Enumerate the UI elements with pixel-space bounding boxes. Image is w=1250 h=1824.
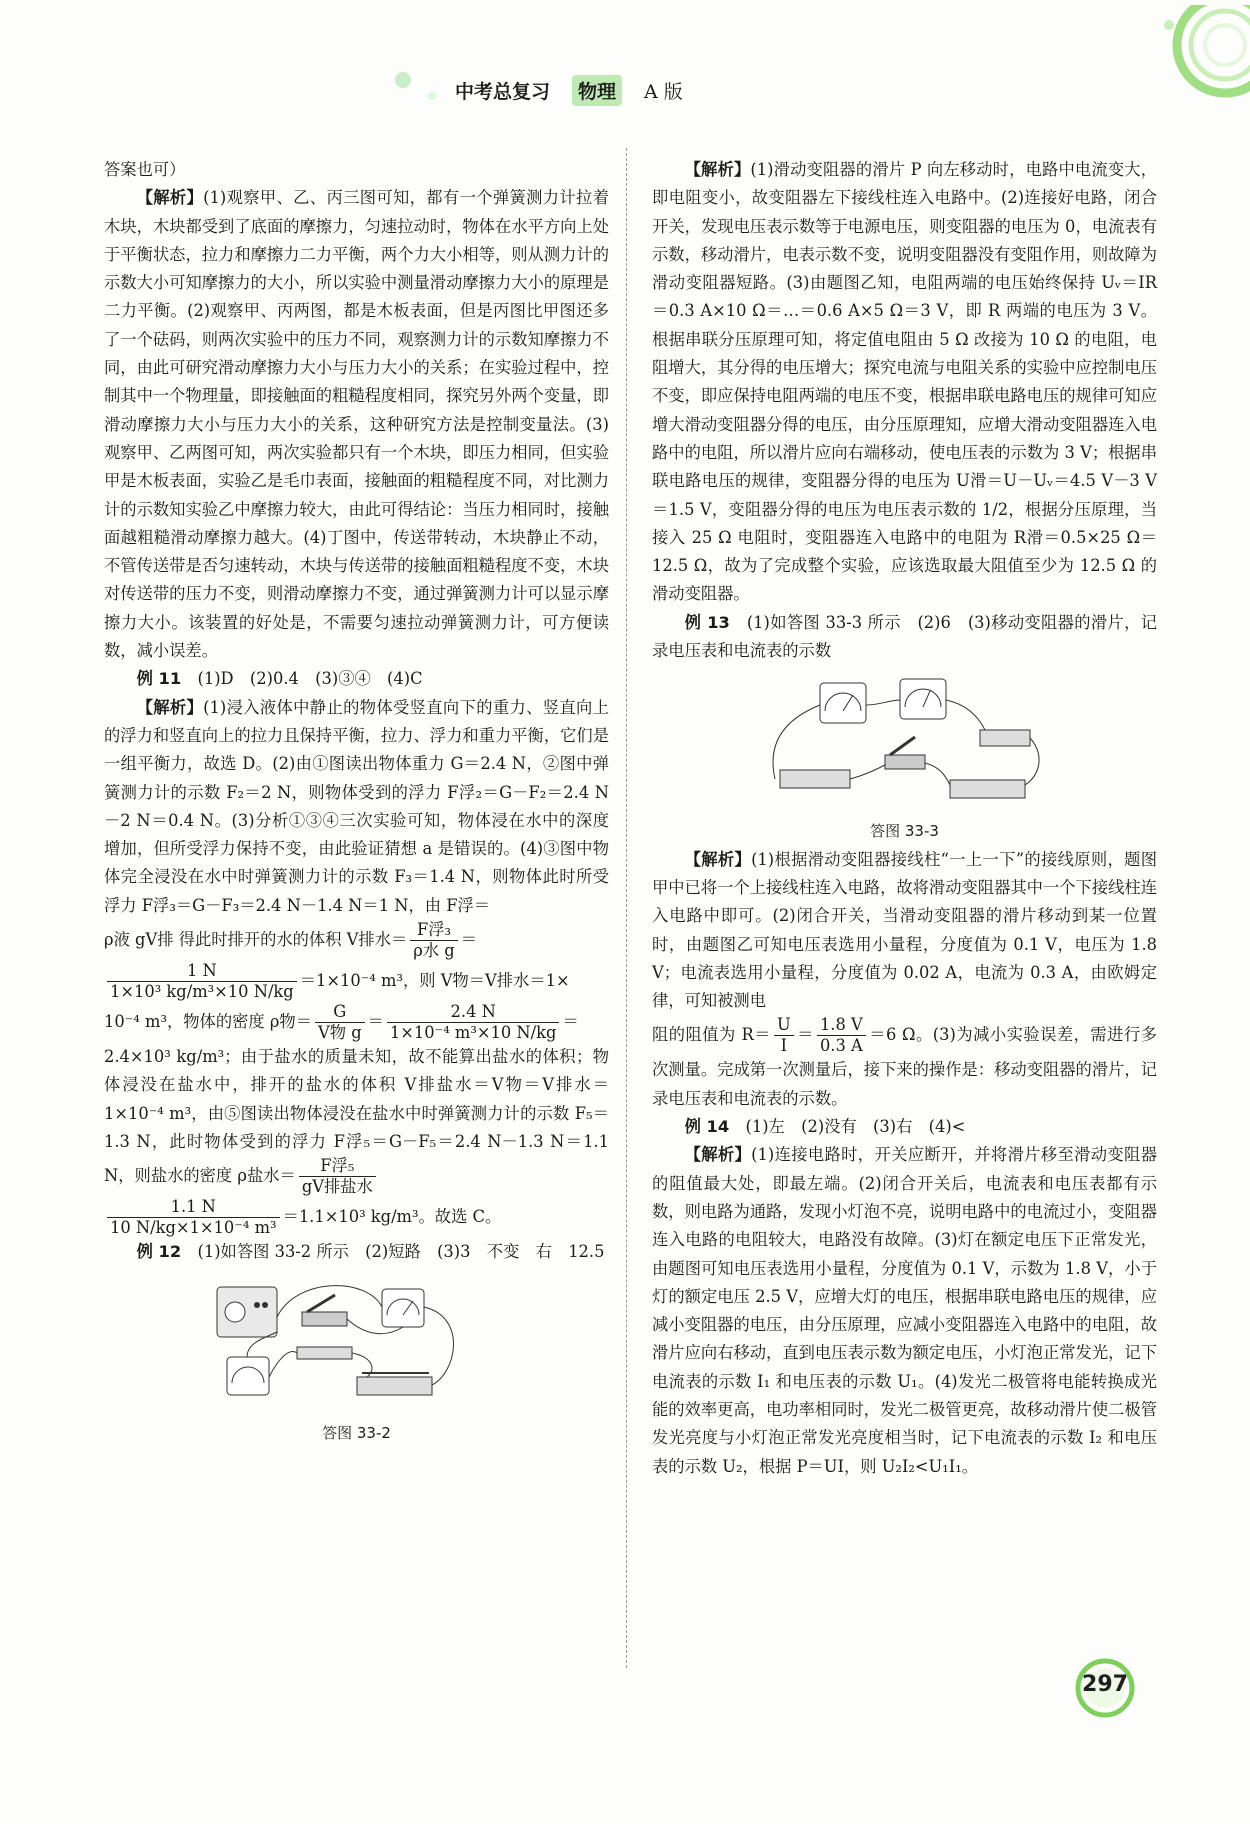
- formula-line: ρ液 gV排 得此时排开的水的体积 V排水＝ $\frac{\text{F浮₃}}{\text{ρ水 g}}$ ＝: [104, 920, 478, 961]
- decor-dot-small: [428, 92, 436, 100]
- circuit-figure-33-2: [207, 1277, 507, 1417]
- example-11-answer: 例 11 (1)D (2)0.4 (3)③④ (4)C: [136, 669, 423, 689]
- formula-line: 阻的阻值为 R＝ $\frac{U}{I}$ ＝ $\frac{1.8 V}{0.3 A}$ ＝6 Ω。(3)为减小实验误差，需进行多次测量。完成第一次测量后，接下来的操作是：移动变阻器的滑片，记录电压表和电流表的示数。: [652, 1015, 1157, 1108]
- page-number: 297: [1082, 1672, 1128, 1697]
- left-column: [104, 156, 609, 1447]
- page-header: [455, 72, 683, 108]
- circuit-figure-33-3: [755, 675, 1055, 815]
- figure-caption: 答图 33-2: [322, 1423, 391, 1442]
- answer-continuation: 答案也可）: [104, 160, 186, 179]
- example-12-answer: 例 12 (1)如答图 33-2 所示 (2)短路 (3)3 不变 右 12.5: [136, 1242, 605, 1262]
- analysis-paragraph: 【解析】(1)根据滑动变阻器接线柱“一上一下”的接线原则，题图甲中已将一个上接线柱连入电路，故将滑动变阻器其中一个下接线柱连入电路中即可。(2)闭合开关，当滑动变阻器的滑片移动到某一位置时，由题图乙可知电压表选用小量程，分度值为 0.1 V，电压为 1.8 V；电流表选用小量程，分度值为 0.02 A，电流为 0.3 A，由欧姆定律，可知被测电: [652, 849, 1157, 1011]
- corner-decor: [1135, 5, 1250, 123]
- formula-line: $\frac{1.1 N}{\text{10 N/kg×1×10⁻⁴ m³}}$ ＝1.1×10³ kg/m³。故选 C。: [104, 1197, 609, 1238]
- analysis-paragraph: 【解析】(1)浸入液体中静止的物体受竖直向下的重力、竖直向上的浮力和竖直向上的拉力且保持平衡，拉力、浮力和重力平衡，它们是一组平衡力，故选 D。(2)由①图读出物体重力 G＝2.4 N，②图中弹簧测力计的示数 F₂＝2 N，则物体受到的浮力 F浮₂＝G－F₂＝2.4 N－2 N＝0.4 N。(3)分析①③④三次实验可知，物体浸在水中的深度增加，但所受浮力保持不变，由此验证猜想 a 是错误的。(4)③图中物体完全浸没在水中时弹簧测力计的示数 F₃＝1.4 N，则物体此时所受浮力 F浮₃＝G－F₃＝2.4 N－1.4 N＝1 N，由 F浮＝: [104, 697, 609, 915]
- decor-dot: [395, 72, 411, 88]
- right-column: [652, 156, 1157, 1481]
- column-divider: [626, 148, 627, 1668]
- header-series: 中考总复习: [455, 80, 551, 103]
- figure-caption: 答图 33-3: [870, 822, 939, 841]
- header-subject: 物理: [572, 75, 622, 106]
- formula-line: 2.4×10³ kg/m³；由于盐水的质量未知，故不能算出盐水的体积；物体浸没在盐水中，排开的盐水的体积 V排盐水＝V物＝V排水＝1×10⁻⁴ m³，由⑤图读出物体浸没在盐水中时弹簧测力计的示数 F₅＝1.3 N，此时物体受到的浮力 F浮₅＝G－F₅＝2.4 N－1.3 N＝1.1 N，则盐水的密度 ρ盐水＝ $\frac{\text{F浮₅}}{\text{gV排盐水}}$: [104, 1047, 609, 1197]
- header-edition: A 版: [644, 80, 683, 103]
- analysis-paragraph: 【解析】(1)连接电路时，开关应断开，并将滑片移至滑动变阻器的阻值最大处，即最左端。(2)闭合开关后，电流表和电压表都有示数，则电路为通路，发现小灯泡不亮，说明电路中的电流过小，变阻器连入电路的电阻较大，电路没有故障。(3)灯在额定电压下正常发光，由题图可知电压表选用小量程，分度值为 0.1 V，示数为 1.8 V，小于灯的额定电压 2.5 V，应增大灯的电压，根据串联电路电压的规律，应减小变阻器的电压，由分压原理，应减小变阻器连入电路中的电阻，故滑片应向右移动，直到电压表示数为额定电压，小灯泡正常发光，记下电流表的示数 I₁ 和电压表的示数 U₁。(4)发光二极管将电能转换成光能的效率更高，电功率相同时，发光二极管更亮，故移动滑片使二极管发光亮度与小灯泡正常发光亮度相当时，记下电流表的示数 I₂ 和电压表的示数 U₂，根据 P＝UI，则 U₂I₂<U₁I₁。: [652, 1145, 1157, 1476]
- formula-line: $\frac{1 N}{\text{1×10³ kg/m³×10 N/kg}}$ ＝1×10⁻⁴ m³，则 V物＝V排水＝1×: [104, 961, 609, 1002]
- formula-line: 10⁻⁴ m³，物体的密度 ρ物＝ $\frac{G}{\text{V物 g}}$ ＝ $\frac{2.4 N}{\text{1×10⁻⁴ m³×10 N/kg}}$ ＝: [104, 1002, 579, 1043]
- analysis-paragraph: 【解析】(1)观察甲、乙、丙三图可知，都有一个弹簧测力计拉着木块，木块都受到了底面的摩擦力，匀速拉动时，物体在水平方向上处于平衡状态，拉力和摩擦力二力平衡，两个力大小相等，则从测力计的示数大小可知摩擦力的大小，所以实验中测量滑动摩擦力大小的原理是二力平衡。(2)观察甲、丙两图，都是木板表面，但是丙图比甲图还多了一个砝码，则两次实验中的压力不同，观察测力计的示数知摩擦力不同，由此可研究滑动摩擦力大小与压力大小的关系；在实验过程中，控制其中一个物理量，即接触面的粗糙程度相同，探究另外两个变量，即滑动摩擦力大小与压力大小的关系，这种研究方法是控制变量法。(3)观察甲、乙两图可知，两次实验都只有一个木块，即压力相同，但实验甲是木板表面，实验乙是毛巾表面，接触面的粗糙程度不同，对比测力计的示数知实验乙中摩擦力较大，由此可得结论：当压力相同时，接触面越粗糙滑动摩擦力越大。(4)丁图中，传送带转动，木块静止不动，不管传送带是否匀速转动，木块与传送带的接触面粗糙程度不变，木块对传送带的压力不变，则滑动摩擦力不变，通过弹簧测力计可以显示摩擦力大小。该装置的好处是，不需要匀速拉动弹簧测力计，可方便读数，减小误差。: [104, 188, 609, 661]
- example-13-answer: 例 13 (1)如答图 33-3 所示 (2)6 (3)移动变阻器的滑片，记录电压表和电流表的示数: [652, 612, 1157, 661]
- example-14-answer: 例 14 (1)左 (2)没有 (3)右 (4)<: [684, 1117, 966, 1137]
- analysis-paragraph: 【解析】(1)滑动变阻器的滑片 P 向左移动时，电路中电流变大，即电阻变小，故变阻器左下接线柱连入电路中。(2)连接好电路，闭合开关，发现电压表示数等于电源电压，则变阻器的电压为 0，电流表有示数，移动滑片，电表示数不变，说明变阻器没有变阻作用，则故障为滑动变阻器短路。(3)由题图乙知，电阻两端的电压始终保持 Uᵥ＝IR＝0.3 A×10 Ω＝…＝0.6 A×5 Ω＝3 V，即 R 两端的电压为 3 V。根据串联分压原理可知，将定值电阻由 5 Ω 改接为 10 Ω 的电阻，电阻增大，其分得的电压增大；探究电流与电阻关系的实验中应控制电压不变，即应保持电阻两端的电压不变，根据串联电路电压的规律可知应增大滑动变阻器分得的电压，由分压原理知，应增大滑动变阻器连入电路中的电阻，所以滑片应向右端移动，使电压表的示数为 3 V；根据串联电路电压的规律，变阻器分得的电压为 U滑＝U－Uᵥ＝4.5 V－3 V＝1.5 V，变阻器分得的电压为电压表示数的 1/2，根据分压原理，当接入 25 Ω 电阻时，变阻器连入电路中的电阻为 R滑＝0.5×25 Ω＝12.5 Ω，故为了完成整个实验，应该选取最大阻值至少为 12.5 Ω 的滑动变阻器。: [652, 160, 1157, 604]
